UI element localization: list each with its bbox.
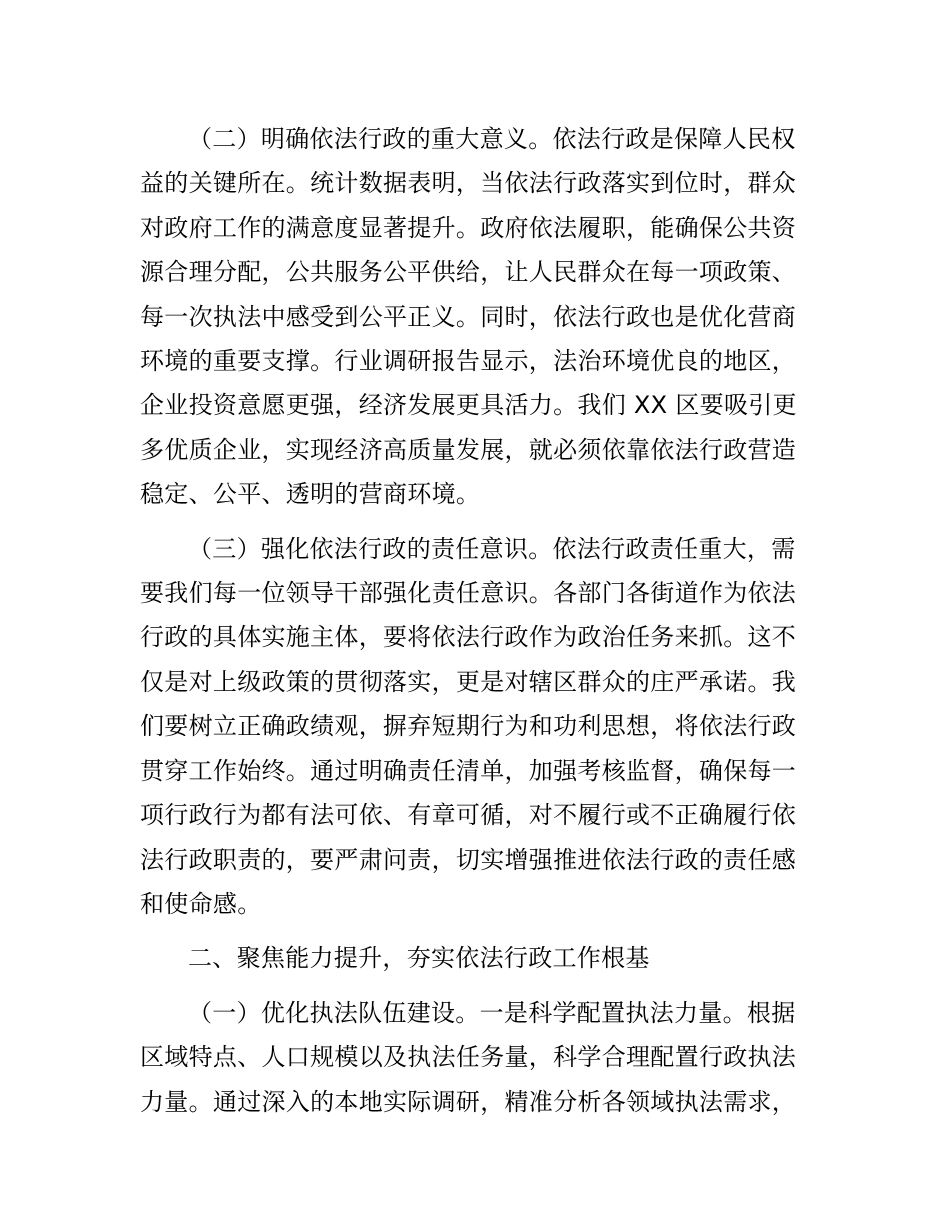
text-line: 项行政行为都有法可依、有章可循，对不履行或不正确履行依 xyxy=(140,801,797,830)
text-line: 区域特点、人口规模以及执法任务量，科学合理配置行政执法 xyxy=(140,1043,797,1072)
text-line: 源合理分配，公共服务公平供给，让人民群众在每一项政策、 xyxy=(140,258,797,287)
document-body xyxy=(140,117,812,1134)
text-line: （二）明确依法行政的重大意义。依法行政是保障人民权 xyxy=(188,125,796,153)
text-line: 环境的重要支撑。行业调研报告显示，法治环境优良的地区， xyxy=(140,347,797,376)
text-line: 要我们每一位领导干部强化责任意识。各部门各街道作为依法 xyxy=(140,579,797,608)
text-line: （三）强化依法行政的责任意识。依法行政责任重大，需 xyxy=(188,534,796,563)
text-line: 多优质企业，实现经济高质量发展，就必须依靠依法行政营造 xyxy=(140,435,797,464)
text-line: 法行政职责的，要严肃问责，切实增强推进依法行政的责任感 xyxy=(140,845,797,874)
text-line: （一）优化执法队伍建设。一是科学配置执法力量。根据 xyxy=(188,998,796,1027)
paragraph-significance xyxy=(140,117,812,517)
text-line: 对政府工作的满意度显著提升。政府依法履职，能确保公共资 xyxy=(140,213,797,242)
text-line: 力量。通过深入的本地实际调研，精准分析各领域执法需求， xyxy=(140,1087,797,1116)
paragraph-enforcement-team xyxy=(140,991,812,1124)
text-line: 益的关键所在。统计数据表明，当依法行政落实到位时，群众 xyxy=(140,169,797,198)
text-line: 行政的具体实施主体，要将依法行政作为政治任务来抓。这不 xyxy=(140,623,797,652)
text-line: 每一次执法中感受到公平正义。同时，依法行政也是优化营商 xyxy=(140,302,797,331)
text-line: 贯穿工作始终。通过明确责任清单，加强考核监督，确保每一 xyxy=(140,756,797,785)
text-line: 和使命感。 xyxy=(140,889,262,918)
text-line: 企业投资意愿更强，经济发展更具活力。我们 XX 区要吸引更 xyxy=(140,391,797,420)
text-line: 们要树立正确政绩观，摒弃短期行为和功利思想，将依法行政 xyxy=(140,712,797,741)
text-line: 稳定、公平、透明的营商环境。 xyxy=(140,480,481,509)
text-line: 仅是对上级政策的贯彻落实，更是对辖区群众的庄严承诺。我 xyxy=(140,667,797,696)
section-heading: 二、聚焦能力提升，夯实依法行政工作根基 xyxy=(188,944,650,973)
paragraph-responsibility xyxy=(140,527,812,927)
